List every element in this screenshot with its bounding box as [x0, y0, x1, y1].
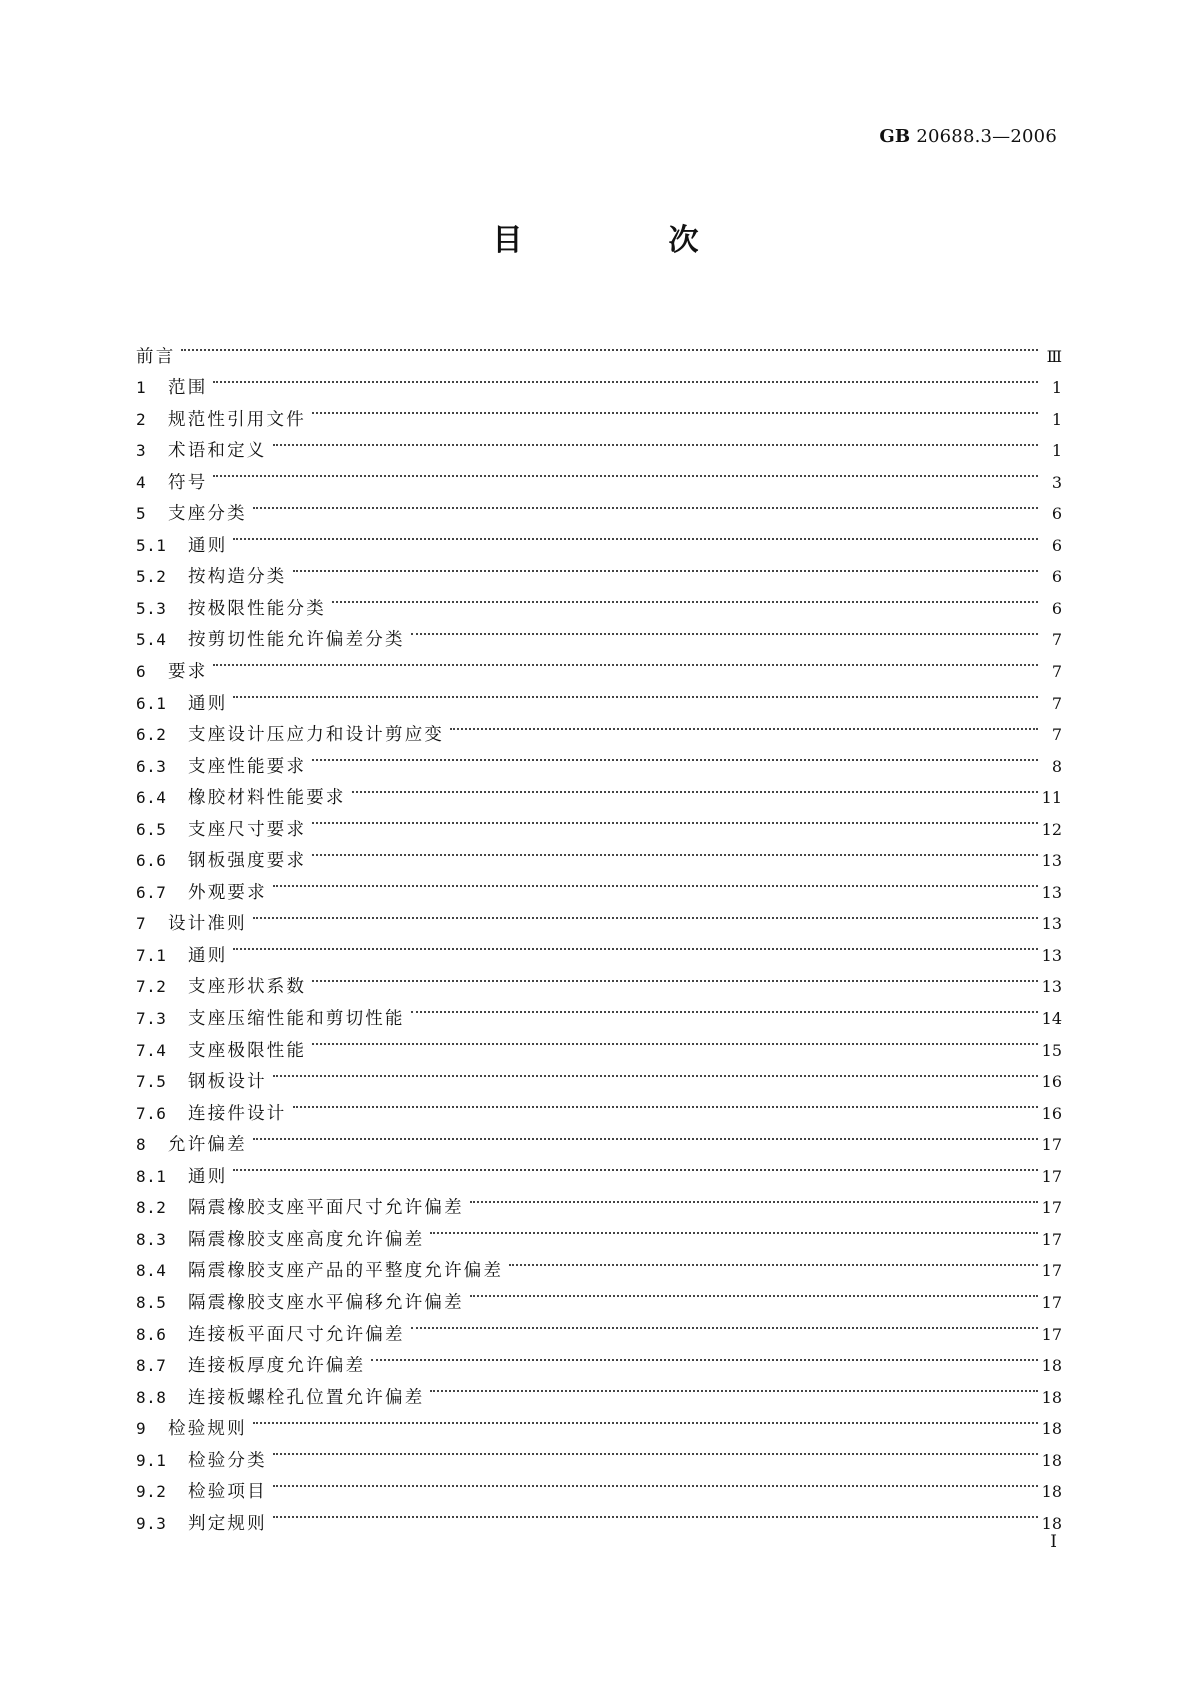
toc-entry[interactable]	[136, 961, 1062, 998]
toc-entry[interactable]	[136, 645, 1062, 683]
toc-entry-title: 按构造分类	[188, 567, 287, 588]
toc-entry-number: 6.4	[136, 788, 167, 808]
toc-entry-title: 通则	[188, 693, 228, 714]
toc-entry-number: 3	[136, 441, 147, 461]
toc-entry-number: 4	[136, 472, 147, 492]
toc-entry-number: 7.5	[136, 1072, 167, 1092]
toc-entry-page: 15	[1041, 1040, 1062, 1060]
toc-entry-page: 18	[1041, 1387, 1062, 1407]
toc-entry-page: 18	[1041, 1356, 1062, 1376]
toc-entry[interactable]	[136, 1182, 1062, 1219]
toc-entry-page: 17	[1041, 1261, 1062, 1281]
toc-entry-number: 8	[136, 1135, 147, 1155]
toc-entry-number: 7.2	[136, 977, 167, 997]
toc-entry-title: 术语和定义	[168, 441, 267, 462]
toc-dot-leader	[509, 1245, 1038, 1277]
toc-entry-page: 17	[1041, 1324, 1062, 1344]
toc-dot-leader	[332, 582, 1038, 614]
toc-entry-page: 18	[1041, 1419, 1062, 1439]
toc-entry-number: 7.1	[136, 945, 167, 965]
toc-dot-leader	[371, 1340, 1038, 1372]
toc-dot-leader	[181, 330, 1038, 362]
toc-entry-number: 1	[136, 378, 147, 398]
toc-entry-title: 按剪切性能允许偏差分类	[188, 630, 405, 651]
toc-entry[interactable]	[136, 1150, 1062, 1187]
toc-dot-leader	[273, 1434, 1038, 1466]
toc-dot-leader	[253, 1403, 1038, 1435]
toc-entry-title: 连接板平面尺寸允许偏差	[188, 1324, 405, 1345]
toc-entry-number: 6.1	[136, 693, 167, 713]
toc-dot-leader	[253, 1119, 1038, 1151]
toc-entry[interactable]	[136, 330, 1062, 367]
toc-entry-number: 8.1	[136, 1166, 167, 1186]
standard-code	[879, 126, 1057, 147]
toc-entry-page: 18	[1041, 1513, 1062, 1533]
toc-dot-leader	[312, 803, 1038, 835]
toc-dot-leader	[470, 1276, 1038, 1308]
toc-entry[interactable]	[136, 866, 1062, 903]
toc-entry-number: 8.3	[136, 1229, 167, 1249]
toc-entry-number: 6.2	[136, 725, 167, 745]
toc-dot-leader	[430, 1213, 1038, 1245]
toc-entry-page: 17	[1041, 1135, 1062, 1155]
toc-dot-leader	[411, 1308, 1038, 1340]
toc-dot-leader	[411, 614, 1038, 646]
toc-dot-leader	[430, 1371, 1038, 1403]
page-number: I	[1050, 1532, 1057, 1552]
toc-entry-page: 18	[1041, 1482, 1062, 1502]
toc-entry-page: 13	[1041, 945, 1062, 965]
toc-entry-page: 17	[1041, 1229, 1062, 1249]
toc-entry-title: 橡胶材料性能要求	[188, 788, 346, 809]
toc-entry-title: 支座压缩性能和剪切性能	[188, 1009, 405, 1030]
toc-dot-leader	[312, 835, 1038, 867]
toc-entry-title: 连接件设计	[188, 1103, 287, 1124]
toc-dot-leader	[450, 709, 1038, 741]
toc-entry-title: 支座性能要求	[188, 756, 307, 777]
toc-entry-page: 13	[1041, 882, 1062, 902]
toc-entry-page: 13	[1041, 977, 1062, 997]
toc-entry-page: 11	[1041, 788, 1062, 808]
toc-dot-leader	[470, 1182, 1038, 1214]
toc-entry-page: 16	[1041, 1072, 1062, 1092]
toc-dot-leader	[312, 740, 1038, 772]
toc-entry-page: 17	[1041, 1292, 1062, 1312]
toc-entry[interactable]	[136, 1087, 1062, 1124]
toc-entry-title: 外观要求	[188, 882, 267, 903]
toc-entry[interactable]	[136, 929, 1062, 966]
toc-dot-leader	[273, 1497, 1038, 1529]
toc-entry-page: 17	[1041, 1198, 1062, 1218]
toc-dot-leader	[293, 1087, 1039, 1119]
toc-entry-page: 6	[1051, 504, 1062, 524]
toc-dot-leader	[312, 393, 1038, 425]
toc-entry-title: 支座设计压应力和设计剪应变	[188, 725, 445, 746]
toc-entry[interactable]	[136, 551, 1062, 588]
toc-dot-leader	[273, 1466, 1038, 1498]
toc-entry-page: 7	[1051, 725, 1062, 745]
toc-entry-title: 检验项目	[188, 1482, 267, 1503]
toc-entry-title: 支座形状系数	[188, 977, 307, 998]
toc-entry-page: 7	[1051, 662, 1062, 682]
toc-entry-page: 12	[1041, 819, 1062, 839]
toc-entry-page: 17	[1041, 1166, 1062, 1186]
toc-entry-number: 5.1	[136, 535, 167, 555]
standard-number: 20688.3—2006	[916, 126, 1057, 147]
toc-dot-leader	[411, 992, 1038, 1024]
toc-entry[interactable]	[136, 488, 1062, 525]
toc-entry-page: Ⅲ	[1046, 346, 1062, 366]
toc-entry-number: 9.2	[136, 1482, 167, 1502]
toc-dot-leader	[233, 677, 1038, 709]
toc-entry-title: 隔震橡胶支座平面尺寸允许偏差	[188, 1198, 464, 1219]
toc-entry-page: 3	[1051, 472, 1062, 492]
toc-entry-title: 支座尺寸要求	[188, 819, 307, 840]
toc-entry-page: 6	[1051, 598, 1062, 618]
toc-entry-title: 要求	[168, 662, 208, 683]
toc-entry-number: 5.2	[136, 567, 167, 587]
toc-entry-number: 6.6	[136, 851, 167, 871]
toc-entry-number: 6.5	[136, 819, 167, 839]
toc-entry-number: 7	[136, 914, 147, 934]
toc-entry-page: 16	[1041, 1103, 1062, 1123]
toc-entry-number: 2	[136, 409, 147, 429]
toc-entry[interactable]	[136, 362, 1062, 399]
toc-entry-page: 8	[1051, 756, 1062, 776]
toc-entry-title: 隔震橡胶支座水平偏移允许偏差	[188, 1292, 464, 1313]
toc-entry-number: 9	[136, 1419, 147, 1439]
toc-entry-number: 7.4	[136, 1040, 167, 1060]
toc-entry-title: 判定规则	[188, 1513, 267, 1534]
toc-entry-title: 支座极限性能	[188, 1040, 307, 1061]
toc-entry-number: 7.3	[136, 1009, 167, 1029]
toc-dot-leader	[213, 645, 1038, 677]
toc-entry-title: 钢板强度要求	[188, 851, 307, 872]
toc-entry-title: 符号	[168, 472, 208, 493]
table-of-contents	[136, 330, 1062, 1534]
toc-dot-leader	[253, 488, 1038, 520]
toc-entry-number: 6.3	[136, 756, 167, 776]
toc-entry-page: 14	[1041, 1009, 1062, 1029]
toc-entry-number: 5.3	[136, 598, 167, 618]
toc-dot-leader	[213, 362, 1038, 394]
toc-entry-title: 前言	[136, 346, 176, 367]
toc-entry-title: 检验分类	[188, 1450, 267, 1471]
toc-dot-leader	[233, 519, 1038, 551]
toc-entry[interactable]	[136, 1497, 1062, 1534]
toc-entry-number: 8.6	[136, 1324, 167, 1344]
toc-entry-title: 隔震橡胶支座高度允许偏差	[188, 1229, 425, 1250]
toc-entry-number: 9.1	[136, 1450, 167, 1470]
toc-entry-page: 13	[1041, 851, 1062, 871]
toc-dot-leader	[253, 898, 1038, 930]
toc-entry-page: 7	[1051, 630, 1062, 650]
toc-entry-title: 设计准则	[168, 914, 247, 935]
toc-dot-leader	[352, 772, 1038, 804]
toc-dot-leader	[213, 456, 1038, 488]
toc-entry[interactable]	[136, 1434, 1062, 1471]
toc-entry-number: 8.7	[136, 1356, 167, 1376]
toc-entry-page: 7	[1051, 693, 1062, 713]
toc-entry-page: 18	[1041, 1450, 1062, 1470]
toc-entry-title: 通则	[188, 945, 228, 966]
toc-entry[interactable]	[136, 1119, 1062, 1156]
toc-dot-leader	[233, 1150, 1038, 1182]
toc-entry-title: 钢板设计	[188, 1072, 267, 1093]
toc-entry-number: 7.6	[136, 1103, 167, 1123]
toc-entry[interactable]	[136, 1056, 1062, 1093]
toc-entry-title: 通则	[188, 535, 228, 556]
toc-entry-number: 5.4	[136, 630, 167, 650]
toc-entry-title: 隔震橡胶支座产品的平整度允许偏差	[188, 1261, 504, 1282]
toc-entry-page: 6	[1051, 535, 1062, 555]
toc-entry-title: 连接板螺栓孔位置允许偏差	[188, 1387, 425, 1408]
toc-dot-leader	[293, 551, 1039, 583]
toc-entry-page: 6	[1051, 567, 1062, 587]
toc-entry-title: 检验规则	[168, 1419, 247, 1440]
toc-entry-title: 范围	[168, 378, 208, 399]
toc-dot-leader	[233, 929, 1038, 961]
toc-entry-title: 通则	[188, 1166, 228, 1187]
toc-entry[interactable]	[136, 709, 1062, 746]
toc-entry-number: 8.5	[136, 1292, 167, 1312]
toc-entry[interactable]	[136, 677, 1062, 714]
toc-entry-number: 6	[136, 662, 147, 682]
toc-entry-page: 13	[1041, 914, 1062, 934]
toc-entry-title: 允许偏差	[168, 1135, 247, 1156]
toc-entry[interactable]	[136, 1466, 1062, 1503]
toc-dot-leader	[312, 961, 1038, 993]
toc-entry-page: 1	[1051, 441, 1062, 461]
toc-entry-number: 8.8	[136, 1387, 167, 1407]
toc-entry-title: 规范性引用文件	[168, 409, 306, 430]
toc-entry[interactable]	[136, 425, 1062, 462]
toc-entry-title: 按极限性能分类	[188, 598, 326, 619]
page-title: 目 次	[492, 223, 757, 258]
toc-entry[interactable]	[136, 1403, 1062, 1440]
standard-prefix: GB	[879, 126, 911, 147]
toc-dot-leader	[273, 866, 1038, 898]
toc-entry-title: 连接板厚度允许偏差	[188, 1356, 366, 1377]
toc-entry[interactable]	[136, 393, 1062, 430]
toc-dot-leader	[273, 1056, 1038, 1088]
toc-entry[interactable]	[136, 456, 1062, 493]
toc-dot-leader	[312, 1024, 1038, 1056]
toc-entry-page: 1	[1051, 378, 1062, 398]
toc-entry-number: 5	[136, 504, 147, 524]
toc-entry-number: 9.3	[136, 1513, 167, 1533]
toc-entry-number: 8.4	[136, 1261, 167, 1281]
toc-dot-leader	[273, 425, 1039, 457]
toc-entry[interactable]	[136, 519, 1062, 556]
toc-entry[interactable]	[136, 898, 1062, 935]
toc-entry-page: 1	[1051, 409, 1062, 429]
toc-entry-title: 支座分类	[168, 504, 247, 525]
toc-entry-number: 8.2	[136, 1198, 167, 1218]
toc-entry-number: 6.7	[136, 882, 167, 902]
